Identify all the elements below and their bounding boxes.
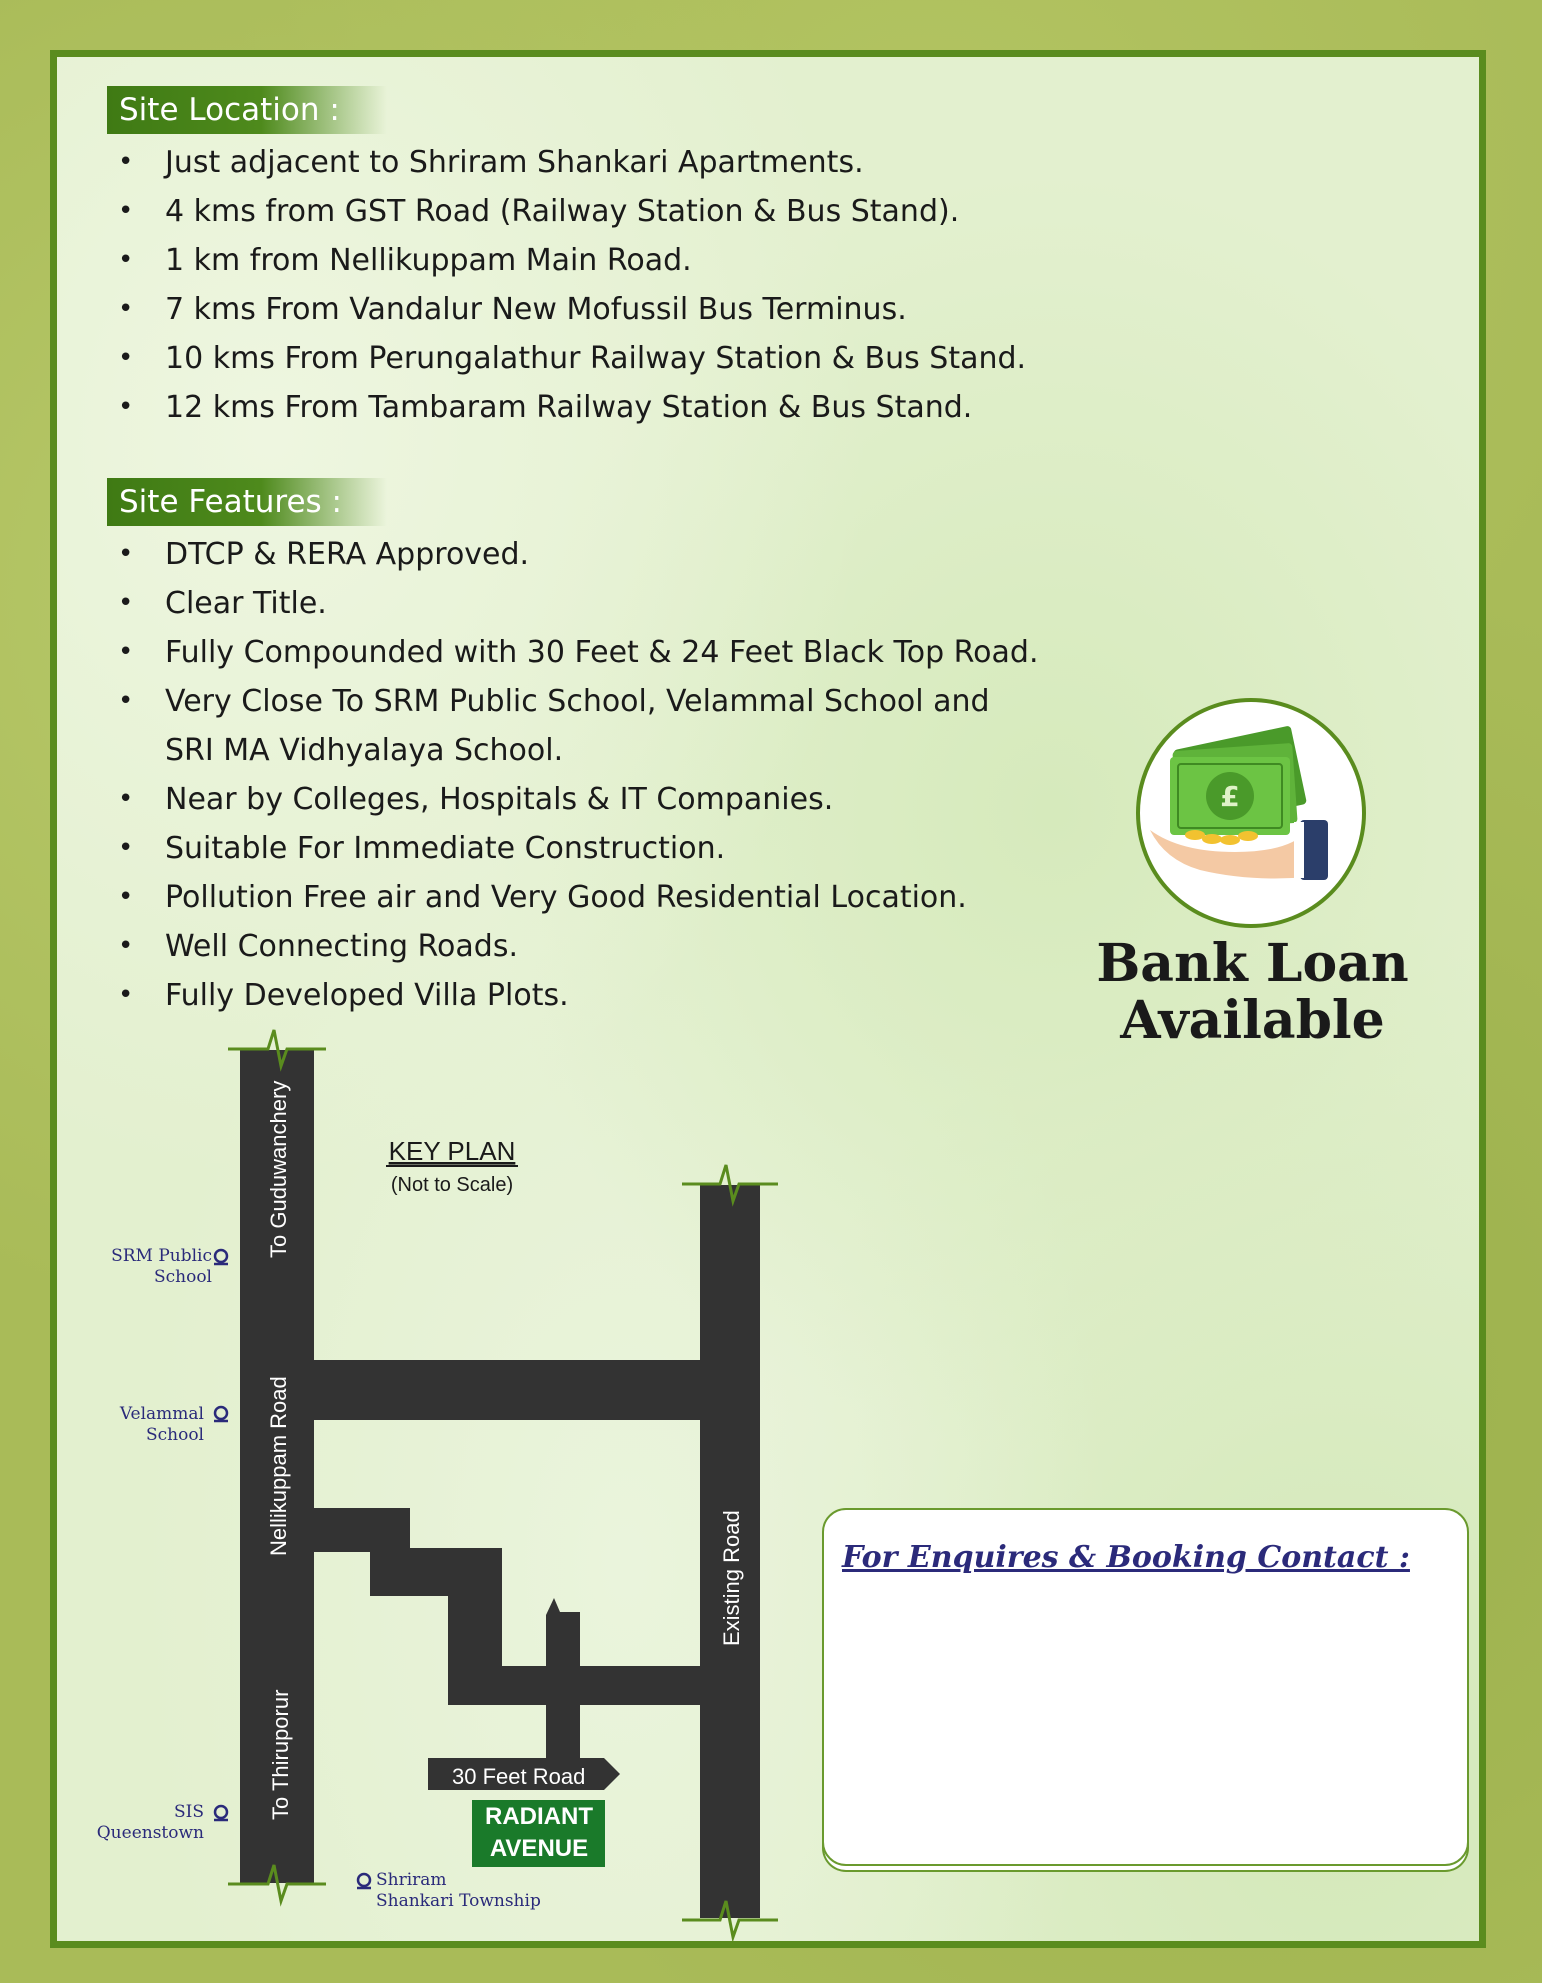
landmark-velammal-line1: Velammal bbox=[119, 1404, 204, 1424]
project-name-line2: AVENUE bbox=[489, 1835, 589, 1862]
road-label-existing: Existing Road bbox=[719, 1510, 744, 1646]
landmark-sis bbox=[90, 1802, 204, 1844]
list-item: • Near by Colleges, Hospitals & IT Companies. bbox=[110, 775, 1060, 824]
list-item: • Clear Title. bbox=[110, 579, 1060, 628]
bank-loan-line1: Bank Loan bbox=[1096, 933, 1409, 994]
site-location-heading: Site Location : bbox=[107, 86, 387, 134]
list-item: • Suitable For Immediate Construction. bbox=[110, 824, 1060, 873]
stepped-road bbox=[314, 1508, 700, 1760]
cross-road bbox=[314, 1360, 700, 1420]
list-item: • 10 kms From Perungalathur Railway Station & Bus Stand. bbox=[110, 334, 1090, 383]
contact-title: For Enquires & Booking Contact : bbox=[842, 1540, 1410, 1575]
list-item: • Pollution Free air and Very Good Residential Location. bbox=[110, 873, 1060, 922]
list-item: • Fully Compounded with 30 Feet & 24 Feet Black Top Road. bbox=[110, 628, 1060, 677]
contact-box bbox=[822, 1508, 1469, 1866]
landmark-srm bbox=[100, 1246, 212, 1288]
key-plan-subtitle: (Not to Scale) bbox=[390, 1174, 514, 1196]
road-label-thiruporur: To Thiruporur bbox=[268, 1689, 293, 1820]
svg-text:£: £ bbox=[1220, 780, 1240, 813]
landmark-velammal bbox=[100, 1404, 204, 1446]
list-item: • DTCP & RERA Approved. bbox=[110, 530, 1060, 579]
key-plan-title: KEY PLAN bbox=[388, 1136, 516, 1166]
road-label-nellikuppam: Nellikuppam Road bbox=[266, 1376, 291, 1556]
list-item: • Fully Developed Villa Plots. bbox=[110, 971, 1060, 1020]
project-name-line1: RADIANT bbox=[485, 1803, 593, 1830]
landmark-shriram bbox=[376, 1870, 576, 1912]
road-label-guduwanchery: To Guduwanchery bbox=[266, 1080, 291, 1258]
road-label-30-feet: 30 Feet Road bbox=[452, 1764, 586, 1789]
bank-loan-line2: Available bbox=[1120, 990, 1385, 1051]
landmark-sis-line1: SIS bbox=[173, 1802, 204, 1822]
location-pin-icon bbox=[357, 1874, 371, 1888]
list-item: • 12 kms From Tambaram Railway Station & Bus Stand. bbox=[110, 383, 1090, 432]
landmark-shriram-line2: Shankari Township bbox=[376, 1891, 541, 1911]
location-pin-icon bbox=[214, 1250, 228, 1264]
list-item: • 1 km from Nellikuppam Main Road. bbox=[110, 236, 1090, 285]
landmark-velammal-line2: School bbox=[145, 1425, 204, 1445]
landmark-shriram-line1: Shriram bbox=[376, 1870, 447, 1890]
landmark-sis-line2: Queenstown bbox=[96, 1823, 204, 1843]
location-pin-icon bbox=[214, 1407, 228, 1421]
stub-road bbox=[546, 1598, 580, 1666]
list-item: • 7 kms From Vandalur New Mofussil Bus Terminus. bbox=[110, 285, 1090, 334]
list-item: • 4 kms from GST Road (Railway Station & Bus Stand). bbox=[110, 187, 1090, 236]
location-pin-icon bbox=[214, 1806, 228, 1820]
list-item: • Well Connecting Roads. bbox=[110, 922, 1060, 971]
list-item: • Very Close To SRM Public School, Velammal School and SRI MA Vidhyalaya School. bbox=[110, 677, 1025, 775]
list-item: • Just adjacent to Shriram Shankari Apartments. bbox=[110, 138, 1090, 187]
landmark-srm-line1: SRM Public bbox=[111, 1246, 212, 1266]
site-features-heading: Site Features : bbox=[107, 478, 387, 526]
landmark-srm-line2: School bbox=[153, 1267, 212, 1287]
